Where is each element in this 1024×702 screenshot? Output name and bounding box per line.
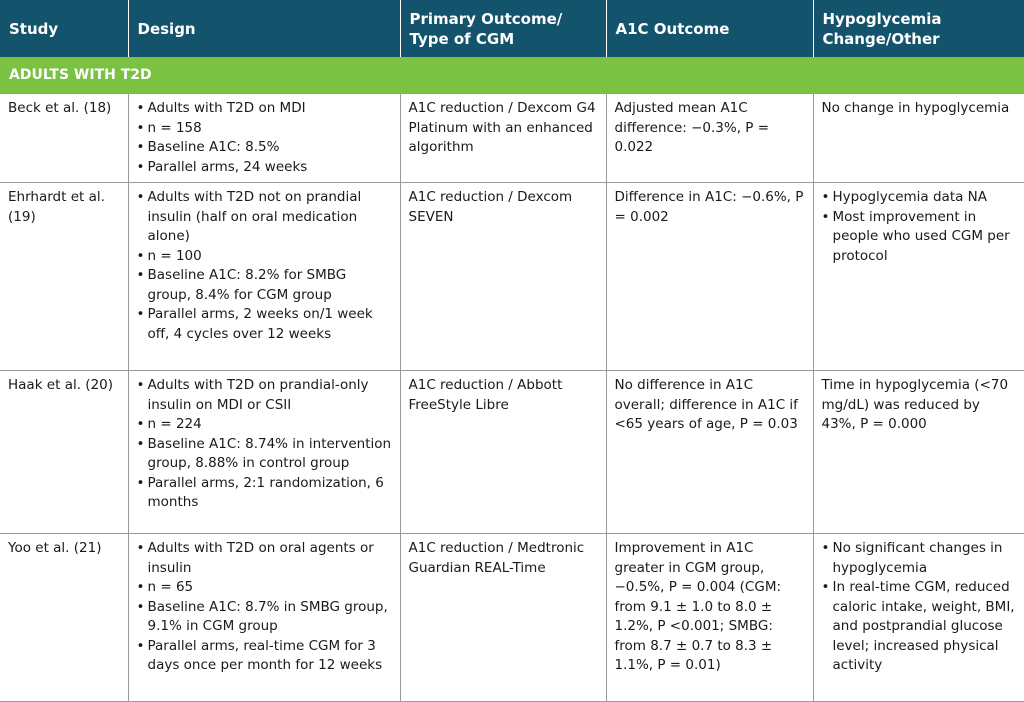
hypoglycemia-cell	[813, 534, 1024, 702]
list-item: • Adults with T2D on oral agents or insulin	[137, 539, 392, 578]
table-row	[0, 534, 1024, 702]
design-list	[137, 188, 392, 344]
list-item: • Hypoglycemia data NA	[822, 188, 1017, 208]
study-cell: Beck et al. (18)	[0, 94, 128, 183]
design-cell	[128, 371, 400, 534]
table-row	[0, 183, 1024, 371]
list-item: • Parallel arms, 24 weeks	[137, 158, 392, 178]
header-row	[0, 0, 1024, 57]
list-item: • Parallel arms, real-time CGM for 3 days once per month for 12 weeks	[137, 637, 392, 676]
list-item: • Adults with T2D not on prandial insulin (half on oral medication alone)	[137, 188, 392, 247]
list-item: • Baseline A1C: 8.2% for SMBG group, 8.4% for CGM group	[137, 266, 392, 305]
design-cell	[128, 534, 400, 702]
header-study: Study	[0, 0, 128, 57]
list-item: • Baseline A1C: 8.74% in intervention group, 8.88% in control group	[137, 435, 392, 474]
list-item: • n = 224	[137, 415, 392, 435]
list-item: • n = 158	[137, 119, 392, 139]
study-cell: Yoo et al. (21)	[0, 534, 128, 702]
a1c-outcome-cell: No difference in A1C overall; difference in A1C if <65 years of age, P = 0.03	[606, 371, 813, 534]
design-list	[137, 99, 392, 177]
list-item: • Baseline A1C: 8.7% in SMBG group, 9.1% in CGM group	[137, 598, 392, 637]
list-item: • Adults with T2D on prandial-only insulin on MDI or CSII	[137, 376, 392, 415]
header-design: Design	[128, 0, 400, 57]
header-hypoglycemia: Hypoglycemia Change/Other	[813, 0, 1024, 57]
list-item: • Baseline A1C: 8.5%	[137, 138, 392, 158]
hypoglycemia-list	[822, 539, 1017, 676]
list-item: • Parallel arms, 2:1 randomization, 6 months	[137, 474, 392, 513]
list-item: • Parallel arms, 2 weeks on/1 week off, 4 cycles over 12 weeks	[137, 305, 392, 344]
hypoglycemia-cell: No change in hypoglycemia	[813, 94, 1024, 183]
hypoglycemia-cell: Time in hypoglycemia (<70 mg/dL) was reduced by 43%, P = 0.000	[813, 371, 1024, 534]
a1c-outcome-cell: Adjusted mean A1C difference: −0.3%, P = 0.022	[606, 94, 813, 183]
list-item: • n = 100	[137, 247, 392, 267]
section-row	[0, 57, 1024, 94]
table-row	[0, 94, 1024, 183]
study-cell: Haak et al. (20)	[0, 371, 128, 534]
header-a1c-outcome: A1C Outcome	[606, 0, 813, 57]
a1c-outcome-cell: Improvement in A1C greater in CGM group, −0.5%, P = 0.004 (CGM: from 9.1 ± 1.0 to 8.0 ± 1.2%, P <0.001; SMBG: from 8.7 ± 0.7 to 8.3 ± 1.1%, P = 0.01)	[606, 534, 813, 702]
primary-outcome-cell: A1C reduction / Abbott FreeStyle Libre	[400, 371, 606, 534]
list-item: • No significant changes in hypoglycemia	[822, 539, 1017, 578]
primary-outcome-cell: A1C reduction / Dexcom SEVEN	[400, 183, 606, 371]
list-item: • n = 65	[137, 578, 392, 598]
a1c-outcome-cell: Difference in A1C: −0.6%, P = 0.002	[606, 183, 813, 371]
design-cell	[128, 183, 400, 371]
primary-outcome-cell: A1C reduction / Dexcom G4 Platinum with an enhanced algorithm	[400, 94, 606, 183]
list-item: • Adults with T2D on MDI	[137, 99, 392, 119]
design-list	[137, 376, 392, 513]
list-item: • In real-time CGM, reduced caloric intake, weight, BMI, and postprandial glucose level; increased physical activity	[822, 578, 1017, 676]
design-cell	[128, 94, 400, 183]
primary-outcome-cell: A1C reduction / Medtronic Guardian REAL-Time	[400, 534, 606, 702]
section-title: ADULTS WITH T2D	[0, 57, 1024, 94]
table-row	[0, 371, 1024, 534]
list-item: • Most improvement in people who used CGM per protocol	[822, 208, 1017, 267]
hypoglycemia-cell	[813, 183, 1024, 371]
header-primary-outcome: Primary Outcome/ Type of CGM	[400, 0, 606, 57]
hypoglycemia-list	[822, 188, 1017, 266]
study-cell: Ehrhardt et al. (19)	[0, 183, 128, 371]
design-list	[137, 539, 392, 676]
